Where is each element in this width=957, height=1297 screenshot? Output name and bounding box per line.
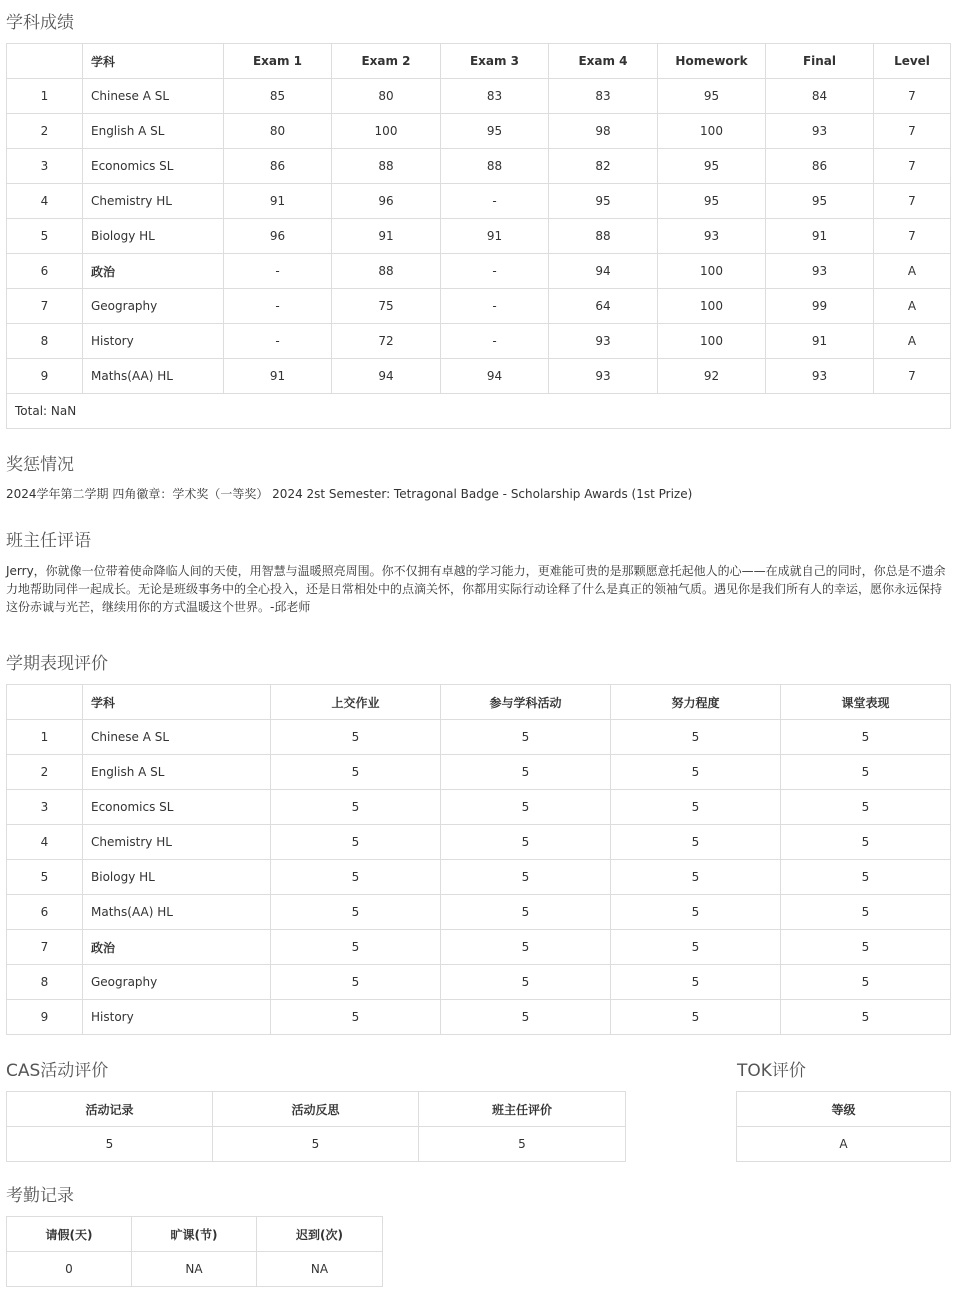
score-cell: 5 — [441, 1000, 611, 1035]
score-cell: 5 — [781, 930, 951, 965]
row-index: 3 — [7, 149, 83, 184]
performance-row — [7, 790, 951, 825]
attendance-header-leave: 请假(天) — [7, 1217, 132, 1252]
row-index: 7 — [7, 930, 83, 965]
grades-row — [7, 359, 951, 394]
cas-header-teacher: 班主任评价 — [419, 1092, 626, 1127]
score-cell: 5 — [271, 860, 441, 895]
score-cell: 93 — [549, 324, 658, 359]
attendance-header-late: 迟到(次) — [257, 1217, 383, 1252]
score-cell: 5 — [441, 860, 611, 895]
score-cell: 5 — [611, 720, 781, 755]
score-cell: 5 — [781, 965, 951, 1000]
subject-name: Maths(AA) HL — [83, 359, 224, 394]
score-cell: 100 — [332, 114, 441, 149]
grades-total: Total: NaN — [7, 394, 951, 429]
score-cell: - — [441, 324, 549, 359]
score-cell: 98 — [549, 114, 658, 149]
score-cell: 80 — [224, 114, 332, 149]
score-cell: 5 — [781, 895, 951, 930]
grades-table — [6, 43, 951, 429]
row-index: 9 — [7, 1000, 83, 1035]
score-cell: - — [224, 254, 332, 289]
performance-row — [7, 860, 951, 895]
row-index: 5 — [7, 860, 83, 895]
attendance-value-absence: NA — [132, 1252, 257, 1287]
score-cell: 7 — [874, 219, 951, 254]
row-index: 4 — [7, 825, 83, 860]
performance-row — [7, 825, 951, 860]
score-cell: 93 — [766, 114, 874, 149]
score-cell: A — [874, 254, 951, 289]
grades-header-final: Final — [766, 44, 874, 79]
score-cell: 72 — [332, 324, 441, 359]
row-index: 6 — [7, 895, 83, 930]
row-index: 8 — [7, 324, 83, 359]
performance-title: 学期表现评价 — [6, 654, 108, 674]
score-cell: 91 — [332, 219, 441, 254]
grades-header-exam2: Exam 2 — [332, 44, 441, 79]
attendance-value-leave: 0 — [7, 1252, 132, 1287]
score-cell: 91 — [224, 359, 332, 394]
score-cell: 5 — [611, 790, 781, 825]
score-cell: 5 — [611, 1000, 781, 1035]
grades-row — [7, 324, 951, 359]
subject-name: English A SL — [83, 114, 224, 149]
subject-name: 政治 — [83, 254, 224, 289]
performance-header-subject: 学科 — [83, 685, 271, 720]
tok-value-level: A — [737, 1127, 951, 1162]
score-cell: 83 — [549, 79, 658, 114]
score-cell: - — [224, 324, 332, 359]
score-cell: 95 — [658, 149, 766, 184]
performance-header-homework: 上交作业 — [271, 685, 441, 720]
subject-name: Chinese A SL — [83, 720, 271, 755]
score-cell: 5 — [611, 930, 781, 965]
score-cell: 85 — [224, 79, 332, 114]
score-cell: 91 — [441, 219, 549, 254]
score-cell: 7 — [874, 114, 951, 149]
cas-header-row — [7, 1092, 626, 1127]
row-index: 2 — [7, 755, 83, 790]
subject-name: Geography — [83, 965, 271, 1000]
score-cell: 5 — [271, 720, 441, 755]
score-cell: 88 — [332, 254, 441, 289]
score-cell: 83 — [441, 79, 549, 114]
subject-name: Chemistry HL — [83, 825, 271, 860]
cas-value-record: 5 — [7, 1127, 213, 1162]
score-cell: 95 — [658, 184, 766, 219]
score-cell: 5 — [611, 755, 781, 790]
subject-name: Biology HL — [83, 860, 271, 895]
row-index: 6 — [7, 254, 83, 289]
grades-header-index — [7, 44, 83, 79]
performance-table — [6, 684, 951, 1035]
subject-name: Economics SL — [83, 149, 224, 184]
score-cell: 93 — [766, 359, 874, 394]
score-cell: 93 — [549, 359, 658, 394]
score-cell: 5 — [611, 860, 781, 895]
score-cell: 5 — [781, 720, 951, 755]
performance-header-effort: 努力程度 — [611, 685, 781, 720]
score-cell: 84 — [766, 79, 874, 114]
score-cell: 100 — [658, 324, 766, 359]
score-cell: 92 — [658, 359, 766, 394]
score-cell: 94 — [441, 359, 549, 394]
grades-header-homework: Homework — [658, 44, 766, 79]
score-cell: 100 — [658, 254, 766, 289]
performance-header-index — [7, 685, 83, 720]
performance-header-row — [7, 685, 951, 720]
cas-header-record: 活动记录 — [7, 1092, 213, 1127]
score-cell: 5 — [781, 860, 951, 895]
cas-header-reflection: 活动反思 — [213, 1092, 419, 1127]
subject-name: English A SL — [83, 755, 271, 790]
attendance-table — [6, 1216, 383, 1287]
score-cell: 7 — [874, 184, 951, 219]
score-cell: 88 — [441, 149, 549, 184]
subject-name: History — [83, 324, 224, 359]
grades-total-row — [7, 394, 951, 429]
comment-title: 班主任评语 — [6, 531, 91, 551]
score-cell: 5 — [781, 825, 951, 860]
score-cell: 100 — [658, 114, 766, 149]
score-cell: - — [441, 289, 549, 324]
score-cell: 64 — [549, 289, 658, 324]
score-cell: 7 — [874, 149, 951, 184]
score-cell: 91 — [766, 219, 874, 254]
subject-name: Biology HL — [83, 219, 224, 254]
grades-row — [7, 79, 951, 114]
score-cell: 5 — [271, 895, 441, 930]
row-index: 4 — [7, 184, 83, 219]
performance-row — [7, 1000, 951, 1035]
tok-header-row — [737, 1092, 951, 1127]
row-index: 1 — [7, 79, 83, 114]
score-cell: 95 — [549, 184, 658, 219]
subject-name: Chemistry HL — [83, 184, 224, 219]
grades-title: 学科成绩 — [6, 13, 74, 33]
awards-title: 奖惩情况 — [6, 455, 74, 475]
grades-row — [7, 114, 951, 149]
performance-header-classroom: 课堂表现 — [781, 685, 951, 720]
cas-value-reflection: 5 — [213, 1127, 419, 1162]
subject-name: Chinese A SL — [83, 79, 224, 114]
cas-value-teacher: 5 — [419, 1127, 626, 1162]
score-cell: 5 — [441, 965, 611, 1000]
score-cell: 5 — [271, 930, 441, 965]
performance-row — [7, 930, 951, 965]
score-cell: 95 — [658, 79, 766, 114]
row-index: 8 — [7, 965, 83, 1000]
score-cell: 86 — [766, 149, 874, 184]
score-cell: 5 — [781, 790, 951, 825]
attendance-header-row — [7, 1217, 383, 1252]
score-cell: 5 — [441, 790, 611, 825]
grades-header-level: Level — [874, 44, 951, 79]
score-cell: 88 — [549, 219, 658, 254]
score-cell: 75 — [332, 289, 441, 324]
grades-row — [7, 149, 951, 184]
score-cell: 88 — [332, 149, 441, 184]
score-cell: - — [441, 254, 549, 289]
score-cell: 96 — [332, 184, 441, 219]
subject-name: History — [83, 1000, 271, 1035]
comment-text: Jerry，你就像一位带着使命降临人间的天使，用智慧与温暖照亮周围。你不仅拥有卓越的学习能力，更难能可贵的是那颗愿意托起他人的心——在成就自己的同时，你总是不遗余力地帮助同伴一起成长。无论是班级事务中的全心投入，还是日常相处中的点滴关怀，你都用实际行动诠释了什么是真正的领袖气质。遇见你是我们所有人的幸运，愿你永远保持这份赤诚与光芒，继续用你的方式温暖这个世界。-邱老师 — [6, 564, 946, 614]
score-cell: 5 — [441, 930, 611, 965]
attendance-value-row — [7, 1252, 383, 1287]
score-cell: A — [874, 324, 951, 359]
row-index: 3 — [7, 790, 83, 825]
performance-header-activities: 参与学科活动 — [441, 685, 611, 720]
cas-table — [6, 1091, 626, 1162]
score-cell: 5 — [441, 755, 611, 790]
score-cell: 100 — [658, 289, 766, 324]
subject-name: Geography — [83, 289, 224, 324]
score-cell: 5 — [271, 825, 441, 860]
grades-row — [7, 219, 951, 254]
score-cell: 5 — [271, 965, 441, 1000]
score-cell: 5 — [441, 895, 611, 930]
grades-header-subject: 学科 — [83, 44, 224, 79]
performance-row — [7, 755, 951, 790]
cas-value-row — [7, 1127, 626, 1162]
awards-text: 2024学年第二学期 四角徽章：学术奖（一等奖） 2024 2st Semester: Tetragonal Badge - Scholarship Awards (1st Prize) — [6, 487, 693, 501]
row-index: 9 — [7, 359, 83, 394]
tok-value-row — [737, 1127, 951, 1162]
score-cell: 80 — [332, 79, 441, 114]
score-cell: 5 — [611, 965, 781, 1000]
tok-title: TOK评价 — [737, 1061, 806, 1081]
score-cell: 82 — [549, 149, 658, 184]
score-cell: 5 — [441, 720, 611, 755]
grades-header-exam3: Exam 3 — [441, 44, 549, 79]
subject-name: Economics SL — [83, 790, 271, 825]
row-index: 2 — [7, 114, 83, 149]
performance-row — [7, 965, 951, 1000]
score-cell: - — [224, 289, 332, 324]
tok-table — [736, 1091, 951, 1162]
row-index: 1 — [7, 720, 83, 755]
attendance-title: 考勤记录 — [6, 1186, 74, 1206]
attendance-value-late: NA — [257, 1252, 383, 1287]
row-index: 5 — [7, 219, 83, 254]
score-cell: 91 — [766, 324, 874, 359]
grades-header-row — [7, 44, 951, 79]
grades-header-exam1: Exam 1 — [224, 44, 332, 79]
performance-row — [7, 895, 951, 930]
grades-row — [7, 254, 951, 289]
subject-name: Maths(AA) HL — [83, 895, 271, 930]
score-cell: A — [874, 289, 951, 324]
score-cell: 5 — [611, 895, 781, 930]
grades-header-exam4: Exam 4 — [549, 44, 658, 79]
score-cell: 94 — [332, 359, 441, 394]
score-cell: 5 — [781, 755, 951, 790]
row-index: 7 — [7, 289, 83, 324]
score-cell: 93 — [658, 219, 766, 254]
score-cell: 91 — [224, 184, 332, 219]
score-cell: 95 — [441, 114, 549, 149]
score-cell: 7 — [874, 359, 951, 394]
subject-name: 政治 — [83, 930, 271, 965]
score-cell: 93 — [766, 254, 874, 289]
grades-row — [7, 289, 951, 324]
grades-row — [7, 184, 951, 219]
score-cell: 94 — [549, 254, 658, 289]
performance-row — [7, 720, 951, 755]
tok-header-level: 等级 — [737, 1092, 951, 1127]
score-cell: 5 — [781, 1000, 951, 1035]
score-cell: - — [441, 184, 549, 219]
attendance-header-absence: 旷课(节) — [132, 1217, 257, 1252]
score-cell: 86 — [224, 149, 332, 184]
score-cell: 5 — [271, 790, 441, 825]
score-cell: 5 — [441, 825, 611, 860]
cas-title: CAS活动评价 — [6, 1061, 109, 1081]
score-cell: 5 — [271, 755, 441, 790]
score-cell: 95 — [766, 184, 874, 219]
score-cell: 5 — [271, 1000, 441, 1035]
score-cell: 99 — [766, 289, 874, 324]
score-cell: 96 — [224, 219, 332, 254]
score-cell: 7 — [874, 79, 951, 114]
score-cell: 5 — [611, 825, 781, 860]
